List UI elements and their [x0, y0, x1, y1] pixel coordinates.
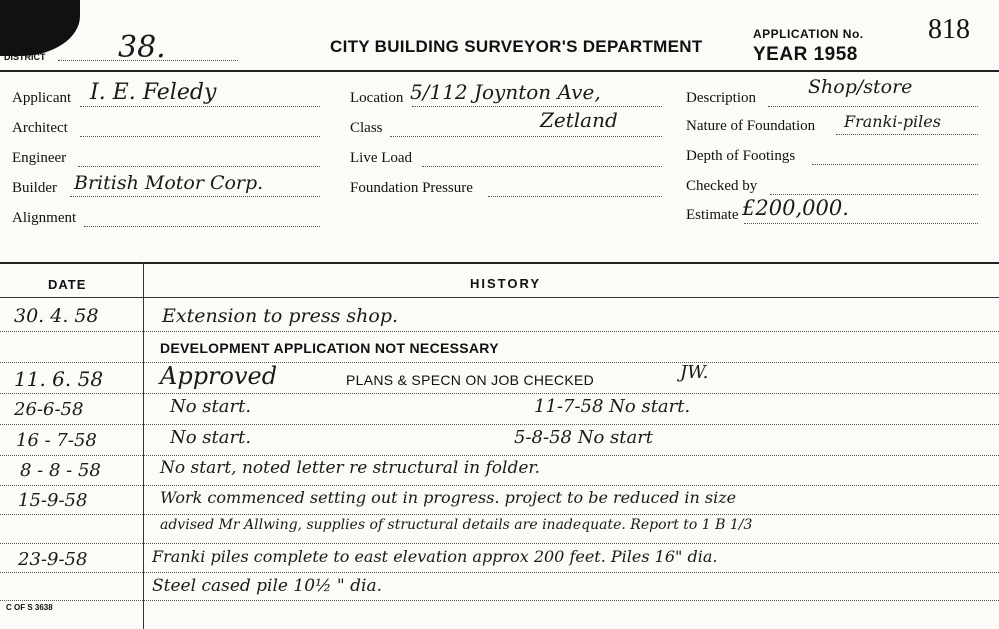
form-code: C OF S 3638 — [6, 603, 53, 612]
location-label: Location — [350, 90, 404, 106]
architect-label: Architect — [12, 120, 68, 136]
plans-checked-stamp: PLANS & SPECN ON JOB CHECKED — [346, 372, 595, 388]
nature-of-foundation-value: Franki-piles — [844, 112, 941, 131]
application-no-value: 818 — [928, 14, 970, 45]
checker-initials: JW. — [680, 362, 709, 383]
district-value: 38. — [118, 30, 166, 65]
history-text: Franki piles complete to east elevation approx 200 feet. Piles 16" dia. — [152, 547, 718, 566]
history-date: 30. 4. 58 — [14, 305, 99, 327]
history-text: Approved — [160, 362, 278, 390]
live-load-label: Live Load — [350, 150, 413, 166]
alignment-label: Alignment — [12, 210, 77, 226]
nature-of-foundation-label: Nature of Foundation — [686, 118, 816, 134]
year-label: YEAR 1958 — [753, 44, 858, 65]
application-no-label: APPLICATION No. — [753, 27, 864, 41]
history-text: Work commenced setting out in progress. project to be reduced in size — [160, 488, 737, 507]
class-value: Zetland — [540, 108, 618, 132]
history-date: 15-9-58 — [18, 490, 88, 511]
foundation-pressure-label: Foundation Pressure — [350, 180, 473, 196]
applicant-label: Applicant — [12, 90, 72, 106]
history-text: Extension to press shop. — [162, 305, 399, 327]
history-text: No start. — [170, 427, 252, 448]
history-date: 16 - 7-58 — [16, 430, 97, 451]
history-date: 11. 6. 58 — [14, 367, 104, 391]
estimate-value: £200,000. — [742, 196, 849, 220]
department-title: CITY BUILDING SURVEYOR'S DEPARTMENT — [330, 37, 703, 56]
history-date: 26-6-58 — [14, 399, 84, 420]
history-text: No start. — [170, 396, 252, 417]
engineer-label: Engineer — [12, 150, 67, 166]
torn-corner — [0, 0, 80, 56]
builder-label: Builder — [12, 180, 57, 196]
checked-by-label: Checked by — [686, 178, 758, 194]
applicant-value: I. E. Feledy — [90, 80, 217, 105]
builder-value: British Motor Corp. — [74, 172, 264, 194]
district-label: DISTRICT — [4, 52, 46, 62]
estimate-label: Estimate — [686, 207, 739, 223]
description-value: Shop/store — [808, 76, 913, 98]
history-text-2: 5-8-58 No start — [514, 427, 654, 448]
date-header: DATE — [48, 277, 87, 292]
depth-of-footings-label: Depth of Footings — [686, 148, 796, 164]
history-text: advised Mr Allwing, supplies of structural details are inadequate. Report to 1 B 1/3 — [160, 517, 753, 533]
history-date: 23-9-58 — [18, 549, 88, 570]
location-value: 5/112 Joynton Ave, — [410, 80, 601, 104]
description-label: Description — [686, 90, 756, 106]
history-date: 8 - 8 - 58 — [20, 460, 101, 481]
development-stamp: DEVELOPMENT APPLICATION NOT NECESSARY — [160, 340, 499, 356]
history-text: No start, noted letter re structural in folder. — [160, 458, 541, 478]
class-label: Class — [350, 120, 383, 136]
history-header: HISTORY — [470, 276, 542, 291]
history-text-2: 11-7-58 No start. — [534, 396, 691, 417]
history-text: Steel cased pile 10½ " dia. — [152, 576, 382, 596]
